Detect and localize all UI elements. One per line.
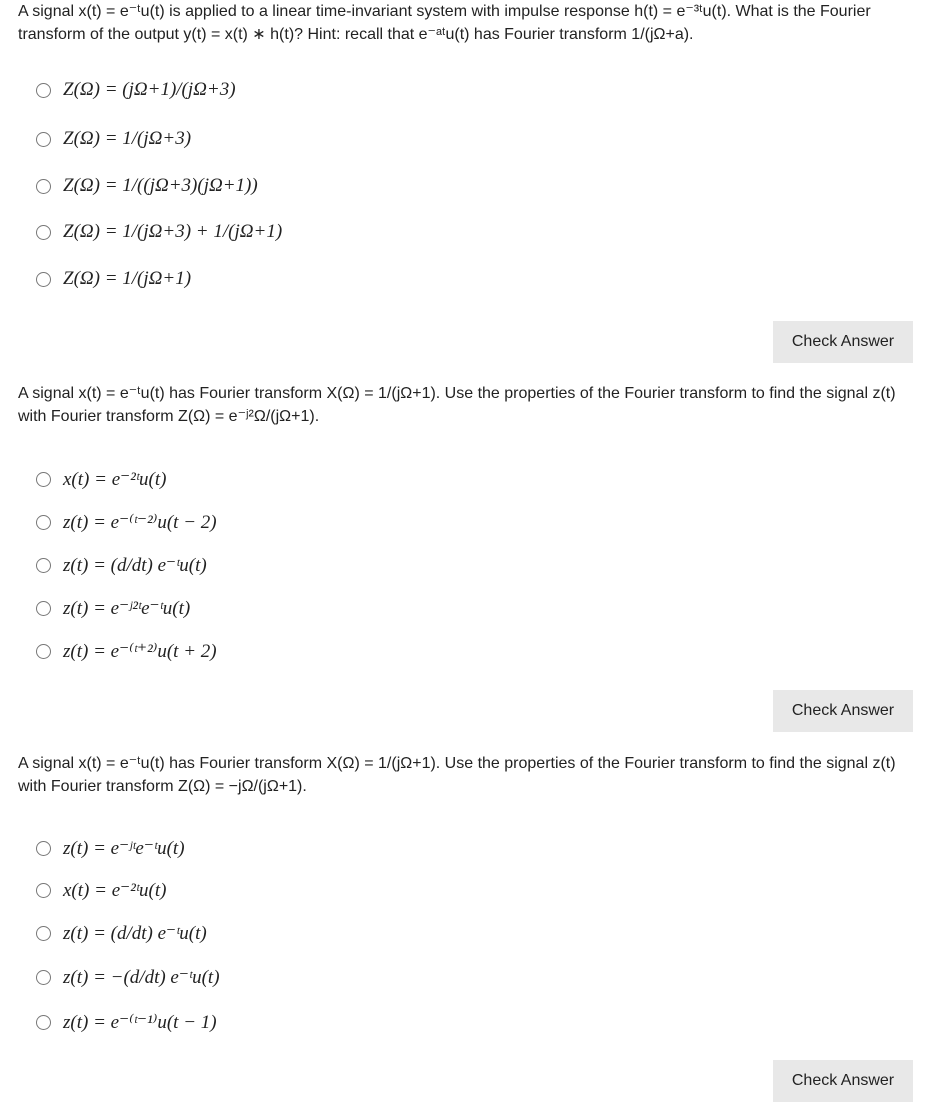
question-1-prompt: A signal x(t) = e⁻ᵗu(t) is applied to a linear time-invariant system with impulse response h(t) = e⁻³ᵗu(t). What is the Fourier transform of the output y(t) = x(t) ∗ h(t)? Hint: recall that e⁻ᵃᵗu(t) has Fourier transform 1/(jΩ+a). [18, 3, 871, 44]
option-label: Z(Ω) = 1/(jΩ+1) [63, 268, 192, 289]
option-label: z(t) = e⁻⁽ᵗ⁻¹⁾u(t − 1) [63, 1011, 217, 1033]
check-answer-button[interactable]: Check Answer [773, 1060, 913, 1102]
radio-button[interactable] [36, 225, 51, 240]
question-3-option-2[interactable] [36, 875, 166, 905]
check-answer-button[interactable]: Check Answer [773, 690, 913, 732]
question-2-option-5[interactable] [36, 636, 217, 666]
option-label: Z(Ω) = 1/(jΩ+3) [63, 128, 192, 149]
radio-button[interactable] [36, 558, 51, 573]
option-label: z(t) = e⁻⁽ᵗ⁺²⁾u(t + 2) [63, 640, 217, 662]
option-label: Z(Ω) = 1/((jΩ+3)(jΩ+1)) [63, 175, 258, 196]
question-2-option-4[interactable] [36, 593, 190, 623]
option-label: z(t) = e⁻ʲ²ᵗe⁻ᵗu(t) [63, 597, 191, 619]
radio-button[interactable] [36, 926, 51, 941]
radio-button[interactable] [36, 970, 51, 985]
option-label: x(t) = e⁻²ᵗu(t) [63, 879, 167, 901]
radio-button[interactable] [36, 644, 51, 659]
question-1-option-2[interactable] [36, 124, 191, 154]
radio-button[interactable] [36, 883, 51, 898]
radio-button[interactable] [36, 515, 51, 530]
radio-button[interactable] [36, 132, 51, 147]
radio-button[interactable] [36, 601, 51, 616]
option-label: z(t) = e⁻⁽ᵗ⁻²⁾u(t − 2) [63, 511, 217, 533]
question-2-option-3[interactable] [36, 550, 207, 580]
question-1-option-4[interactable] [36, 217, 282, 247]
question-2-prompt: A signal x(t) = e⁻ᵗu(t) has Fourier transform X(Ω) = 1/(jΩ+1). Use the properties of the Fourier transform to find the signal z(t) with Fourier transform Z(Ω) = e⁻ʲ²Ω/(jΩ+1). [18, 385, 896, 426]
radio-button[interactable] [36, 841, 51, 856]
option-label: z(t) = −(d/dt) e⁻ᵗu(t) [63, 966, 220, 988]
question-3-option-3[interactable] [36, 918, 207, 948]
radio-button[interactable] [36, 472, 51, 487]
option-label: Z(Ω) = 1/(jΩ+3) + 1/(jΩ+1) [63, 221, 283, 242]
radio-button[interactable] [36, 1015, 51, 1030]
radio-button[interactable] [36, 179, 51, 194]
option-label: Z(Ω) = (jΩ+1)/(jΩ+3) [63, 79, 236, 100]
question-3-option-4[interactable] [36, 962, 220, 992]
question-3-option-5[interactable] [36, 1007, 217, 1037]
option-label: x(t) = e⁻²ᵗu(t) [63, 468, 167, 490]
radio-button[interactable] [36, 83, 51, 98]
question-3-prompt: A signal x(t) = e⁻ᵗu(t) has Fourier transform X(Ω) = 1/(jΩ+1). Use the properties of the Fourier transform to find the signal z(t) with Fourier transform Z(Ω) = −jΩ/(jΩ+1). [18, 755, 896, 796]
option-label: z(t) = (d/dt) e⁻ᵗu(t) [63, 922, 207, 944]
question-1-option-1[interactable] [36, 75, 236, 105]
question-2-option-2[interactable] [36, 507, 217, 537]
option-label: z(t) = e⁻ʲᵗe⁻ᵗu(t) [63, 837, 185, 859]
check-answer-button[interactable]: Check Answer [773, 321, 913, 363]
radio-button[interactable] [36, 272, 51, 287]
question-3-option-1[interactable] [36, 833, 185, 863]
option-label: z(t) = (d/dt) e⁻ᵗu(t) [63, 554, 207, 576]
question-1-option-3[interactable] [36, 171, 258, 201]
question-2-option-1[interactable] [36, 464, 166, 494]
question-1-option-5[interactable] [36, 264, 191, 294]
